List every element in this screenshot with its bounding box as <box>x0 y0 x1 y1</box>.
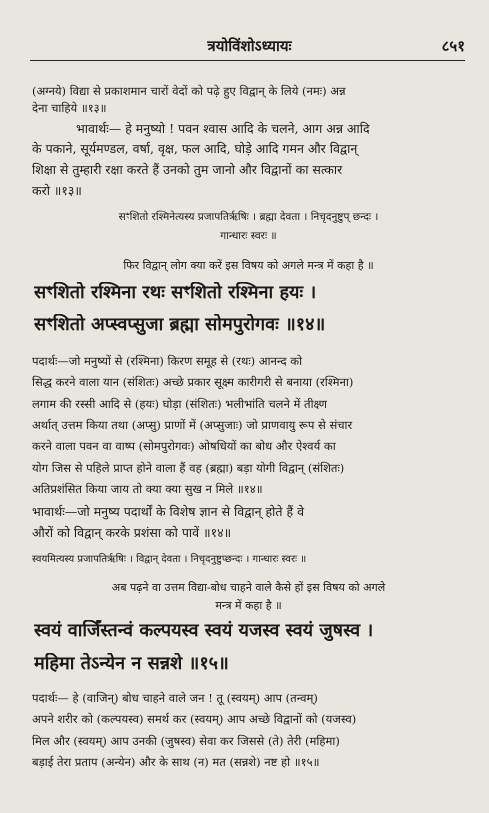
text-line: औरों को विद्वान् करके प्रशंसा को पावें ॥१४॥ <box>32 525 232 540</box>
text-line: अपने शरीर को (कल्पयस्व) समर्थ कर (स्वयम्) आप अच्छे विद्वानों को (यजस्व) <box>32 712 357 726</box>
mantra-line: सꣳशितो रश्मिना रथः सꣳशितो रश्मिना हयः । <box>34 282 317 303</box>
intro-line: मन्त्र में कहा है ॥ <box>215 599 282 612</box>
text-line: योग जिस से पहिले प्राप्त होने वाला हैं वह (ब्रह्मा) बड़ा योगी विद्वान् (संशितः) <box>32 461 345 475</box>
text-line: करने वाला पवन वा वाष्प (सोमपुरोगवः) ओषधियों का बोध और ऐश्वर्य का <box>32 439 336 453</box>
text-line: देना चाहिये ॥१३॥ <box>32 101 107 115</box>
text-line: बड़ाई तेरा प्रताप (अन्येन) और के साथ (न) मत (सन्नशे) नष्ट हो ॥१५॥ <box>32 755 320 769</box>
text-line: लगाम की रस्सी आदि से (हयः) घोड़ा (संशितः) भलीभांति चलने में तीक्ष्ण <box>32 397 327 411</box>
header-rule <box>30 60 465 61</box>
chapter-title: त्रयोविंशोऽध्यायः <box>207 37 292 55</box>
mantra-line: स्वयं वाजिँस्तन्वं कल्पयस्व स्वयं यजस्व स्वयं जुषस्व । <box>34 620 374 641</box>
bhavarth-line: भावार्थः—जो मनुष्य पदार्थों के विशेष ज्ञान से विद्वान् होते हैं वे <box>32 504 305 519</box>
bhavarth-line: भावार्थः— हे मनुष्यो ! पवन श्वास आदि के चलने, आग अन्न आदि <box>76 121 370 136</box>
page-header <box>28 36 471 58</box>
text-line: अर्थात् उत्तम किया तथा (अप्सु) प्राणों में (अप्सुजाः) जो प्राणवायु रूप से संचार <box>32 418 353 432</box>
rishi-line: स्वयमित्यस्य प्रजापतिर्ऋषिः । विद्वान् देवता । निचृदनुष्टुप्छन्दः । गान्धारः स्वरः ॥ <box>32 554 307 565</box>
intro-line: फिर विद्वान् लोग क्या करें इस विषय को अगले मन्त्र में कहा है ॥ <box>123 259 374 272</box>
mantra-line: सꣳशितो अप्स्वप्सुजा ब्रह्मा सोमपुरोगवः ॥१४॥ <box>34 314 326 335</box>
padarth-line: पदार्थः—जो मनुष्यों से (रश्मिना) किरण समूह से (रथः) आनन्द को <box>32 354 303 368</box>
swara-line: गान्धारः स्वरः ॥ <box>220 230 277 242</box>
text-line: (अग्नये) विद्या से प्रकाशमान चारों वेदों को पढ़े हुए विद्वान् के लिये (नमः) अन्न <box>32 84 346 98</box>
page-number: ८५१ <box>441 37 465 55</box>
text-line: शिक्षा से तुम्हारी रक्षा करते हैं उनको तुम जानो और विद्वानों का सत्कार <box>32 162 343 177</box>
padarth-line: पदार्थः— हे (वाजिन्) बोध चाहने वाले जन ! तू (स्वयम्) आप (तन्वम्) <box>32 691 318 705</box>
text-line: सिद्ध करने वाला यान (संशितः) अच्छे प्रकार सूक्ष्म कारीगरी से बनाया (रश्मिना) <box>32 375 354 389</box>
intro-line: अब पढ़ने वा उत्तम विद्या-बोध चाहने वाले कैसे हों इस विषय को अगले <box>111 581 386 594</box>
text-line: करो ॥१३॥ <box>32 183 82 198</box>
text-line: अतिप्रशंसित किया जाय तो क्या क्या सुख न मिले ॥१४॥ <box>32 482 263 496</box>
mantra-line: महिमा तेऽन्येन न सन्नशे ॥१५॥ <box>34 653 229 674</box>
rishi-line: सꣳशितो रश्मिनेत्यस्य प्रजापतिर्ऋषिः । ब्रह्मा देवता । निचृदनुष्टुप् छन्दः । <box>118 211 379 223</box>
text-line: मिल और (स्वयम्) आप उनकी (जुषस्व) सेवा कर जिससे (ते) तेरी (महिमा) <box>32 734 340 748</box>
text-line: के पकाने, सूर्यमण्डल, वर्षा, वृक्ष, फल आदि, घोड़े आदि गमन और विद्वान् <box>32 141 358 156</box>
